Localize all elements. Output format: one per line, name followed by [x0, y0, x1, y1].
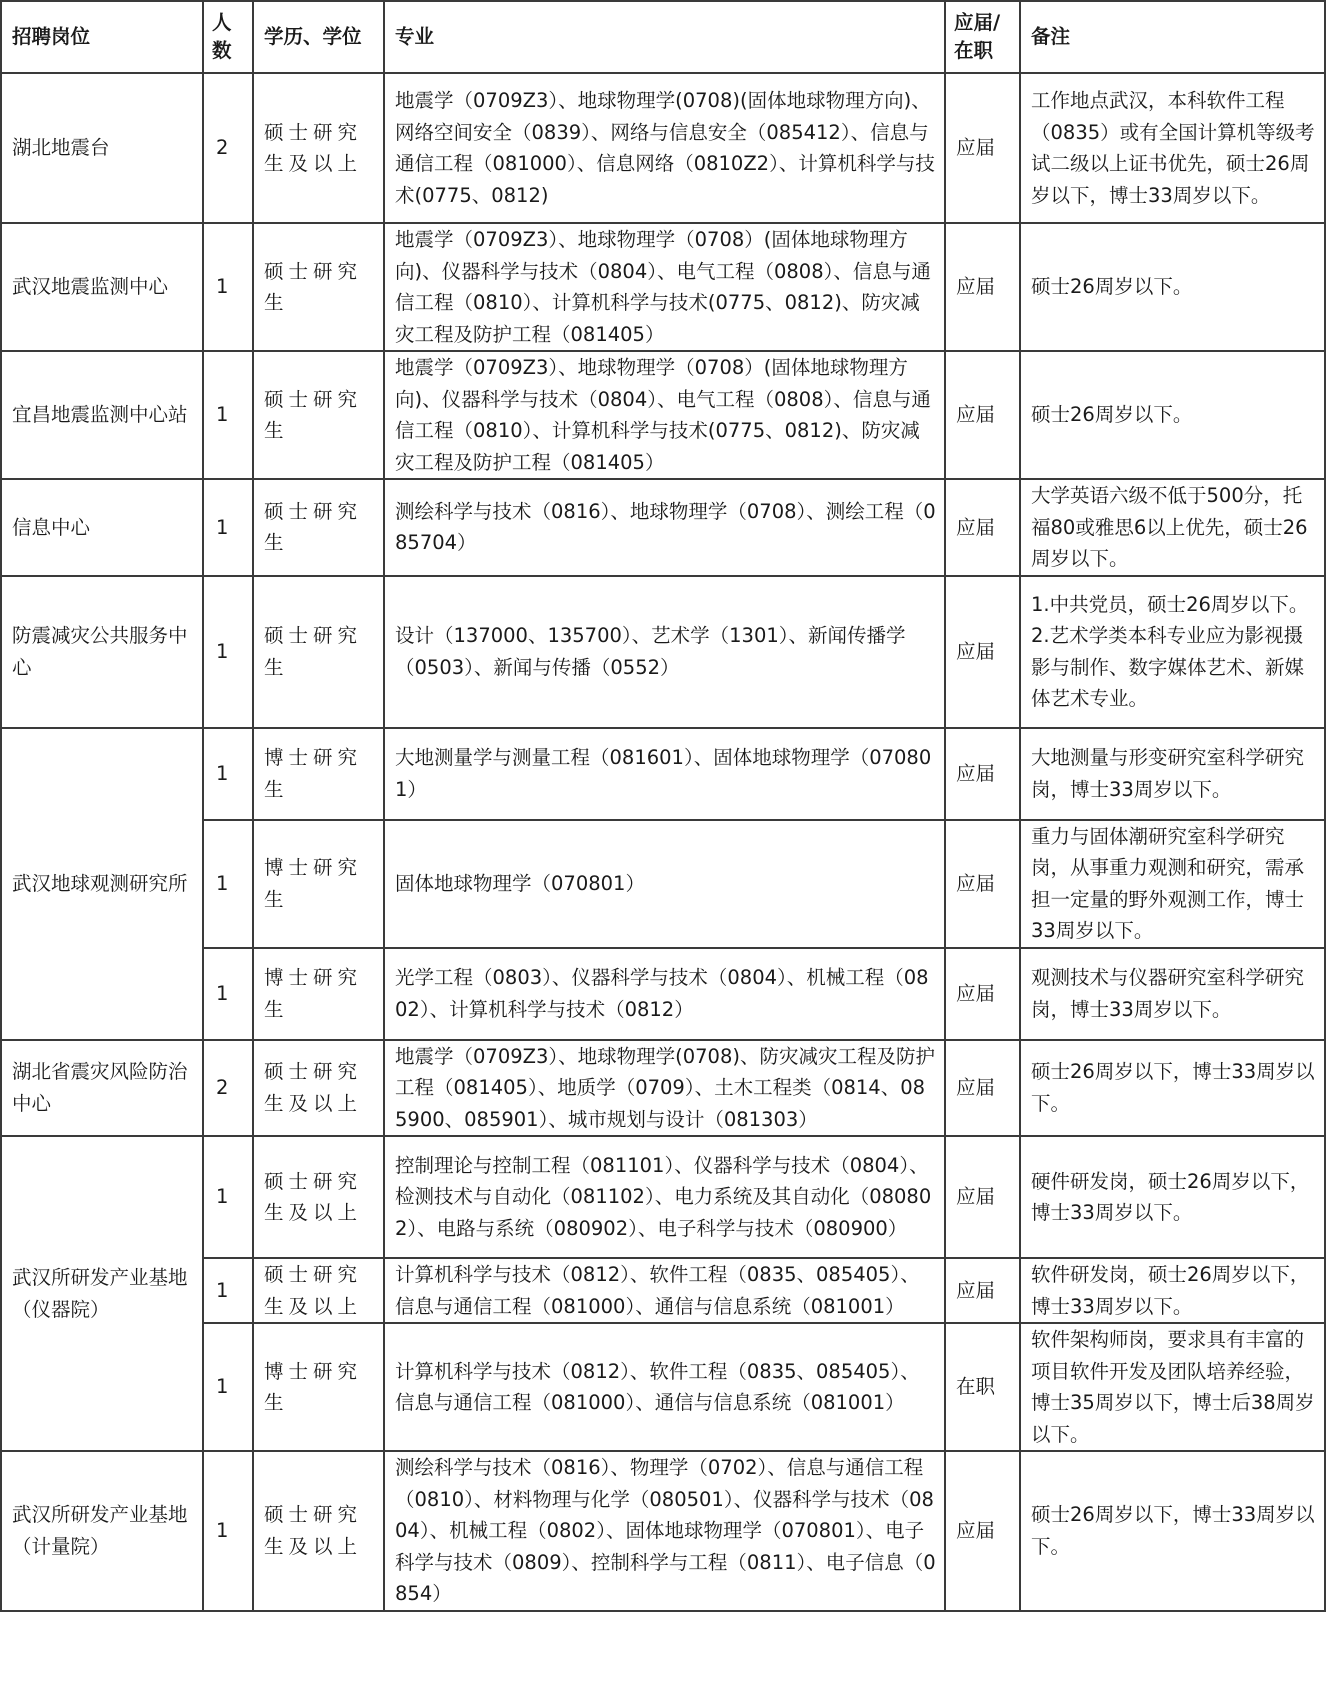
education-cell: 博士研究生 — [253, 728, 384, 820]
education-cell: 硕士研究生及以上 — [253, 1136, 384, 1258]
education-cell: 硕士研究生 — [253, 479, 384, 576]
education-cell: 硕士研究生 — [253, 223, 384, 351]
major-cell: 测绘科学与技术（0816）、物理学（0702）、信息与通信工程（0810）、材料物理与化学（080501）、仪器科学与技术（0804）、机械工程（0802）、固体地球物理学（070801）、电子科学与技术（0809）、控制科学与工程（0811）、电子信息（0854） — [384, 1451, 945, 1611]
major-cell: 设计（137000、135700）、艺术学（1301）、新闻传播学（0503）、新闻与传播（0552） — [384, 576, 945, 728]
table-row — [1, 1136, 1325, 1258]
table-row — [1, 73, 1325, 223]
major-cell: 地震学（0709Z3）、地球物理学（0708）(固体地球物理方向)、仪器科学与技术（0804）、电气工程（0808）、信息与通信工程（0810）、计算机科学与技术(0775、0812)、防灾减灾工程及防护工程（081405） — [384, 223, 945, 351]
major-cell: 光学工程（0803）、仪器科学与技术（0804）、机械工程（0802）、计算机科学与技术（0812） — [384, 948, 945, 1040]
header-status: 应届/ 在职 — [945, 1, 1020, 73]
education-cell: 硕士研究生及以上 — [253, 73, 384, 223]
major-cell: 计算机科学与技术（0812）、软件工程（0835、085405）、信息与通信工程（081000）、通信与信息系统（081001） — [384, 1323, 945, 1451]
count-cell: 1 — [203, 1451, 253, 1611]
count-cell: 1 — [203, 351, 253, 479]
header-major: 专业 — [384, 1, 945, 73]
major-cell: 固体地球物理学（070801） — [384, 820, 945, 948]
table-row — [1, 728, 1325, 820]
position-cell: 武汉地震监测中心 — [1, 223, 203, 351]
count-cell: 1 — [203, 479, 253, 576]
status-cell: 应届 — [945, 223, 1020, 351]
count-cell: 2 — [203, 73, 253, 223]
remarks-line: 1.中共党员，硕士26周岁以下。 — [1031, 592, 1309, 616]
remarks-line: 2.艺术学类本科专业应为影视摄影与制作、数字媒体艺术、新媒体艺术专业。 — [1031, 624, 1305, 710]
table-row — [1, 351, 1325, 479]
education-cell: 硕士研究生及以上 — [253, 1451, 384, 1611]
count-cell: 1 — [203, 948, 253, 1040]
position-cell: 宜昌地震监测中心站 — [1, 351, 203, 479]
header-remarks: 备注 — [1020, 1, 1325, 73]
status-cell: 应届 — [945, 1258, 1020, 1323]
major-cell: 控制理论与控制工程（081101）、仪器科学与技术（0804）、检测技术与自动化（081102）、电力系统及其自动化（080802）、电路与系统（080902）、电子科学与技术（080900） — [384, 1136, 945, 1258]
remarks-cell: 观测技术与仪器研究室科学研究岗，博士33周岁以下。 — [1020, 948, 1325, 1040]
count-cell: 1 — [203, 576, 253, 728]
table-row — [1, 1040, 1325, 1137]
education-cell: 硕士研究生 — [253, 351, 384, 479]
position-cell: 防震减灾公共服务中心 — [1, 576, 203, 728]
count-cell: 2 — [203, 1040, 253, 1137]
education-cell: 硕士研究生及以上 — [253, 1040, 384, 1137]
remarks-cell: 大地测量与形变研究室科学研究岗，博士33周岁以下。 — [1020, 728, 1325, 820]
count-cell: 1 — [203, 728, 253, 820]
major-cell: 地震学（0709Z3）、地球物理学(0708)、防灾减灾工程及防护工程（081405）、地质学（0709）、土木工程类（0814、085900、085901）、城市规划与设计（081303） — [384, 1040, 945, 1137]
education-cell: 博士研究生 — [253, 948, 384, 1040]
education-cell: 硕士研究生 — [253, 576, 384, 728]
status-cell: 应届 — [945, 479, 1020, 576]
count-cell: 1 — [203, 1323, 253, 1451]
status-cell: 应届 — [945, 948, 1020, 1040]
remarks-cell: 工作地点武汉，本科软件工程（0835）或有全国计算机等级考试二级以上证书优先，硕士26周岁以下，博士33周岁以下。 — [1020, 73, 1325, 223]
major-cell: 地震学（0709Z3）、地球物理学（0708）(固体地球物理方向)、仪器科学与技术（0804）、电气工程（0808）、信息与通信工程（0810）、计算机科学与技术(0775、0812)、防灾减灾工程及防护工程（081405） — [384, 351, 945, 479]
status-cell: 应届 — [945, 728, 1020, 820]
status-cell: 应届 — [945, 351, 1020, 479]
status-cell: 应届 — [945, 576, 1020, 728]
major-cell: 大地测量学与测量工程（081601）、固体地球物理学（070801） — [384, 728, 945, 820]
remarks-cell: 硕士26周岁以下，博士33周岁以下。 — [1020, 1040, 1325, 1137]
position-cell: 武汉所研发产业基地（仪器院） — [1, 1136, 203, 1451]
table-header-row — [1, 1, 1325, 73]
major-cell: 地震学（0709Z3）、地球物理学(0708)(固体地球物理方向)、网络空间安全（0839）、网络与信息安全（085412）、信息与通信工程（081000）、信息网络（0810Z2）、计算机科学与技术(0775、0812) — [384, 73, 945, 223]
position-cell: 武汉地球观测研究所 — [1, 728, 203, 1040]
status-cell: 应届 — [945, 73, 1020, 223]
status-cell: 应届 — [945, 1451, 1020, 1611]
count-cell: 1 — [203, 820, 253, 948]
position-cell: 武汉所研发产业基地（计量院） — [1, 1451, 203, 1611]
header-position: 招聘岗位 — [1, 1, 203, 73]
header-education: 学历、学位 — [253, 1, 384, 73]
header-count: 人 数 — [203, 1, 253, 73]
remarks-cell: 硬件研发岗，硕士26周岁以下，博士33周岁以下。 — [1020, 1136, 1325, 1258]
status-cell: 应届 — [945, 820, 1020, 948]
remarks-cell: 大学英语六级不低于500分，托福80或雅思6以上优先，硕士26周岁以下。 — [1020, 479, 1325, 576]
major-cell: 计算机科学与技术（0812）、软件工程（0835、085405）、信息与通信工程（081000）、通信与信息系统（081001） — [384, 1258, 945, 1323]
table-row — [1, 1451, 1325, 1611]
remarks-cell: 软件研发岗，硕士26周岁以下，博士33周岁以下。 — [1020, 1258, 1325, 1323]
position-cell: 信息中心 — [1, 479, 203, 576]
remarks-cell — [1020, 576, 1325, 728]
status-cell: 应届 — [945, 1136, 1020, 1258]
education-cell: 硕士研究生及以上 — [253, 1258, 384, 1323]
table-row — [1, 223, 1325, 351]
position-cell: 湖北地震台 — [1, 73, 203, 223]
remarks-cell: 硕士26周岁以下，博士33周岁以下。 — [1020, 1451, 1325, 1611]
table-row — [1, 479, 1325, 576]
position-cell: 湖北省震灾风险防治中心 — [1, 1040, 203, 1137]
table-row — [1, 576, 1325, 728]
status-cell: 在职 — [945, 1323, 1020, 1451]
education-cell: 博士研究生 — [253, 1323, 384, 1451]
count-cell: 1 — [203, 223, 253, 351]
remarks-cell: 重力与固体潮研究室科学研究岗，从事重力观测和研究，需承担一定量的野外观测工作，博士33周岁以下。 — [1020, 820, 1325, 948]
remarks-cell: 硕士26周岁以下。 — [1020, 223, 1325, 351]
count-cell: 1 — [203, 1136, 253, 1258]
remarks-cell: 软件架构师岗，要求具有丰富的项目软件开发及团队培养经验，博士35周岁以下，博士后38周岁以下。 — [1020, 1323, 1325, 1451]
major-cell: 测绘科学与技术（0816）、地球物理学（0708）、测绘工程（085704） — [384, 479, 945, 576]
education-cell: 博士研究生 — [253, 820, 384, 948]
count-cell: 1 — [203, 1258, 253, 1323]
status-cell: 应届 — [945, 1040, 1020, 1137]
remarks-cell: 硕士26周岁以下。 — [1020, 351, 1325, 479]
